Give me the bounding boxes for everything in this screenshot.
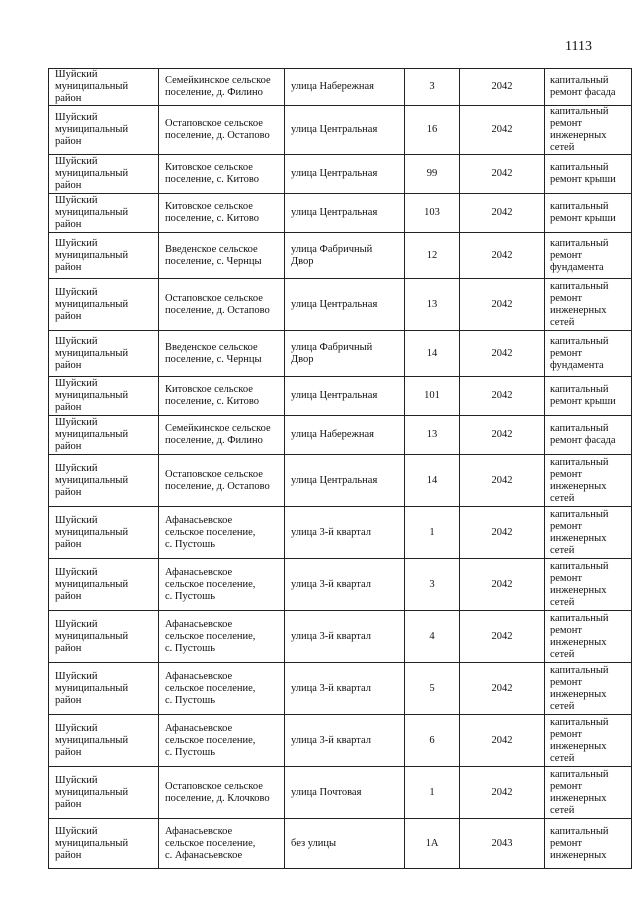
table-row xyxy=(49,194,632,233)
work-type-cell: капитальный ремонт инженерных сетей xyxy=(545,559,632,611)
settlement-cell: Семейкинское сельское поселение, д. Филино xyxy=(159,416,285,455)
work-type-cell: капитальный ремонт фасада xyxy=(545,69,632,106)
table-row xyxy=(49,416,632,455)
work-type-cell: капитальный ремонт инженерных сетей xyxy=(545,279,632,331)
street-cell: улица 3-й квартал xyxy=(285,507,405,559)
table-row xyxy=(49,279,632,331)
street-cell: улица 3-й квартал xyxy=(285,611,405,663)
settlement-cell: Остаповское сельское поселение, д. Остапово xyxy=(159,106,285,155)
street-cell: улица Центральная xyxy=(285,279,405,331)
house-number-cell: 6 xyxy=(405,715,460,767)
district-cell: Шуйский муниципальный район xyxy=(49,611,159,663)
street-cell: улица Центральная xyxy=(285,194,405,233)
work-type-cell: капитальный ремонт фасада xyxy=(545,416,632,455)
street-cell: улица Набережная xyxy=(285,69,405,106)
table-row xyxy=(49,106,632,155)
house-number-cell: 1А xyxy=(405,819,460,869)
house-number-cell: 3 xyxy=(405,559,460,611)
work-type-cell: капитальный ремонт фундамента xyxy=(545,233,632,279)
house-number-cell: 14 xyxy=(405,331,460,377)
settlement-cell: Семейкинское сельское поселение, д. Филино xyxy=(159,69,285,106)
house-number-cell: 101 xyxy=(405,377,460,416)
year-cell: 2042 xyxy=(460,106,545,155)
settlement-cell: Афанасьевское сельское поселение, с. Афанасьевское xyxy=(159,819,285,869)
district-cell: Шуйский муниципальный район xyxy=(49,455,159,507)
settlement-cell: Остаповское сельское поселение, д. Остапово xyxy=(159,455,285,507)
street-cell: улица Почтовая xyxy=(285,767,405,819)
work-type-cell: капитальный ремонт инженерных сетей xyxy=(545,106,632,155)
house-number-cell: 4 xyxy=(405,611,460,663)
street-cell: улица Центральная xyxy=(285,106,405,155)
year-cell: 2042 xyxy=(460,194,545,233)
house-number-cell: 13 xyxy=(405,279,460,331)
street-cell: без улицы xyxy=(285,819,405,869)
settlement-cell: Афанасьевское сельское поселение, с. Пустошь xyxy=(159,663,285,715)
house-number-cell: 103 xyxy=(405,194,460,233)
work-type-cell: капитальный ремонт инженерных сетей xyxy=(545,767,632,819)
settlement-cell: Китовское сельское поселение, с. Китово xyxy=(159,194,285,233)
year-cell: 2042 xyxy=(460,69,545,106)
table-body xyxy=(49,69,632,869)
table-row xyxy=(49,663,632,715)
street-cell: улица Центральная xyxy=(285,155,405,194)
work-type-cell: капитальный ремонт фундамента xyxy=(545,331,632,377)
district-cell: Шуйский муниципальный район xyxy=(49,69,159,106)
district-cell: Шуйский муниципальный район xyxy=(49,377,159,416)
year-cell: 2042 xyxy=(460,611,545,663)
work-type-cell: капитальный ремонт инженерных сетей xyxy=(545,663,632,715)
year-cell: 2043 xyxy=(460,819,545,869)
work-type-cell: капитальный ремонт инженерных сетей xyxy=(545,715,632,767)
street-cell: улица 3-й квартал xyxy=(285,663,405,715)
table-row xyxy=(49,233,632,279)
street-cell: улица Фабричный Двор xyxy=(285,233,405,279)
settlement-cell: Введенское сельское поселение, с. Чернцы xyxy=(159,233,285,279)
table-row xyxy=(49,377,632,416)
settlement-cell: Введенское сельское поселение, с. Чернцы xyxy=(159,331,285,377)
work-type-cell: капитальный ремонт крыши xyxy=(545,194,632,233)
street-cell: улица Набережная xyxy=(285,416,405,455)
work-type-cell: капитальный ремонт инженерных сетей xyxy=(545,455,632,507)
settlement-cell: Остаповское сельское поселение, д. Клочково xyxy=(159,767,285,819)
house-number-cell: 1 xyxy=(405,767,460,819)
year-cell: 2042 xyxy=(460,715,545,767)
table-row xyxy=(49,69,632,106)
house-number-cell: 13 xyxy=(405,416,460,455)
house-number-cell: 3 xyxy=(405,69,460,106)
district-cell: Шуйский муниципальный район xyxy=(49,767,159,819)
house-number-cell: 14 xyxy=(405,455,460,507)
district-cell: Шуйский муниципальный район xyxy=(49,559,159,611)
table-row xyxy=(49,819,632,869)
year-cell: 2042 xyxy=(460,663,545,715)
house-number-cell: 1 xyxy=(405,507,460,559)
year-cell: 2042 xyxy=(460,233,545,279)
repair-schedule-table xyxy=(48,68,632,869)
district-cell: Шуйский муниципальный район xyxy=(49,279,159,331)
year-cell: 2042 xyxy=(460,331,545,377)
year-cell: 2042 xyxy=(460,455,545,507)
work-type-cell: капитальный ремонт крыши xyxy=(545,377,632,416)
page-number: 1113 xyxy=(565,39,592,54)
street-cell: улица Центральная xyxy=(285,455,405,507)
settlement-cell: Остаповское сельское поселение, д. Остапово xyxy=(159,279,285,331)
district-cell: Шуйский муниципальный район xyxy=(49,819,159,869)
table-row xyxy=(49,611,632,663)
work-type-cell: капитальный ремонт инженерных сетей xyxy=(545,611,632,663)
street-cell: улица 3-й квартал xyxy=(285,559,405,611)
district-cell: Шуйский муниципальный район xyxy=(49,194,159,233)
district-cell: Шуйский муниципальный район xyxy=(49,416,159,455)
table-row xyxy=(49,715,632,767)
work-type-cell: капитальный ремонт инженерных xyxy=(545,819,632,869)
year-cell: 2042 xyxy=(460,416,545,455)
settlement-cell: Афанасьевское сельское поселение, с. Пустошь xyxy=(159,507,285,559)
table-row xyxy=(49,507,632,559)
year-cell: 2042 xyxy=(460,767,545,819)
year-cell: 2042 xyxy=(460,377,545,416)
table-row xyxy=(49,155,632,194)
year-cell: 2042 xyxy=(460,155,545,194)
district-cell: Шуйский муниципальный район xyxy=(49,233,159,279)
table-row xyxy=(49,455,632,507)
district-cell: Шуйский муниципальный район xyxy=(49,507,159,559)
street-cell: улица Фабричный Двор xyxy=(285,331,405,377)
district-cell: Шуйский муниципальный район xyxy=(49,155,159,194)
year-cell: 2042 xyxy=(460,507,545,559)
district-cell: Шуйский муниципальный район xyxy=(49,106,159,155)
settlement-cell: Афанасьевское сельское поселение, с. Пустошь xyxy=(159,715,285,767)
house-number-cell: 5 xyxy=(405,663,460,715)
settlement-cell: Афанасьевское сельское поселение, с. Пустошь xyxy=(159,611,285,663)
table-row xyxy=(49,331,632,377)
house-number-cell: 12 xyxy=(405,233,460,279)
work-type-cell: капитальный ремонт крыши xyxy=(545,155,632,194)
settlement-cell: Афанасьевское сельское поселение, с. Пустошь xyxy=(159,559,285,611)
street-cell: улица 3-й квартал xyxy=(285,715,405,767)
year-cell: 2042 xyxy=(460,279,545,331)
district-cell: Шуйский муниципальный район xyxy=(49,715,159,767)
house-number-cell: 16 xyxy=(405,106,460,155)
work-type-cell: капитальный ремонт инженерных сетей xyxy=(545,507,632,559)
settlement-cell: Китовское сельское поселение, с. Китово xyxy=(159,377,285,416)
house-number-cell: 99 xyxy=(405,155,460,194)
table-row xyxy=(49,559,632,611)
year-cell: 2042 xyxy=(460,559,545,611)
table-row xyxy=(49,767,632,819)
settlement-cell: Китовское сельское поселение, с. Китово xyxy=(159,155,285,194)
street-cell: улица Центральная xyxy=(285,377,405,416)
district-cell: Шуйский муниципальный район xyxy=(49,331,159,377)
district-cell: Шуйский муниципальный район xyxy=(49,663,159,715)
